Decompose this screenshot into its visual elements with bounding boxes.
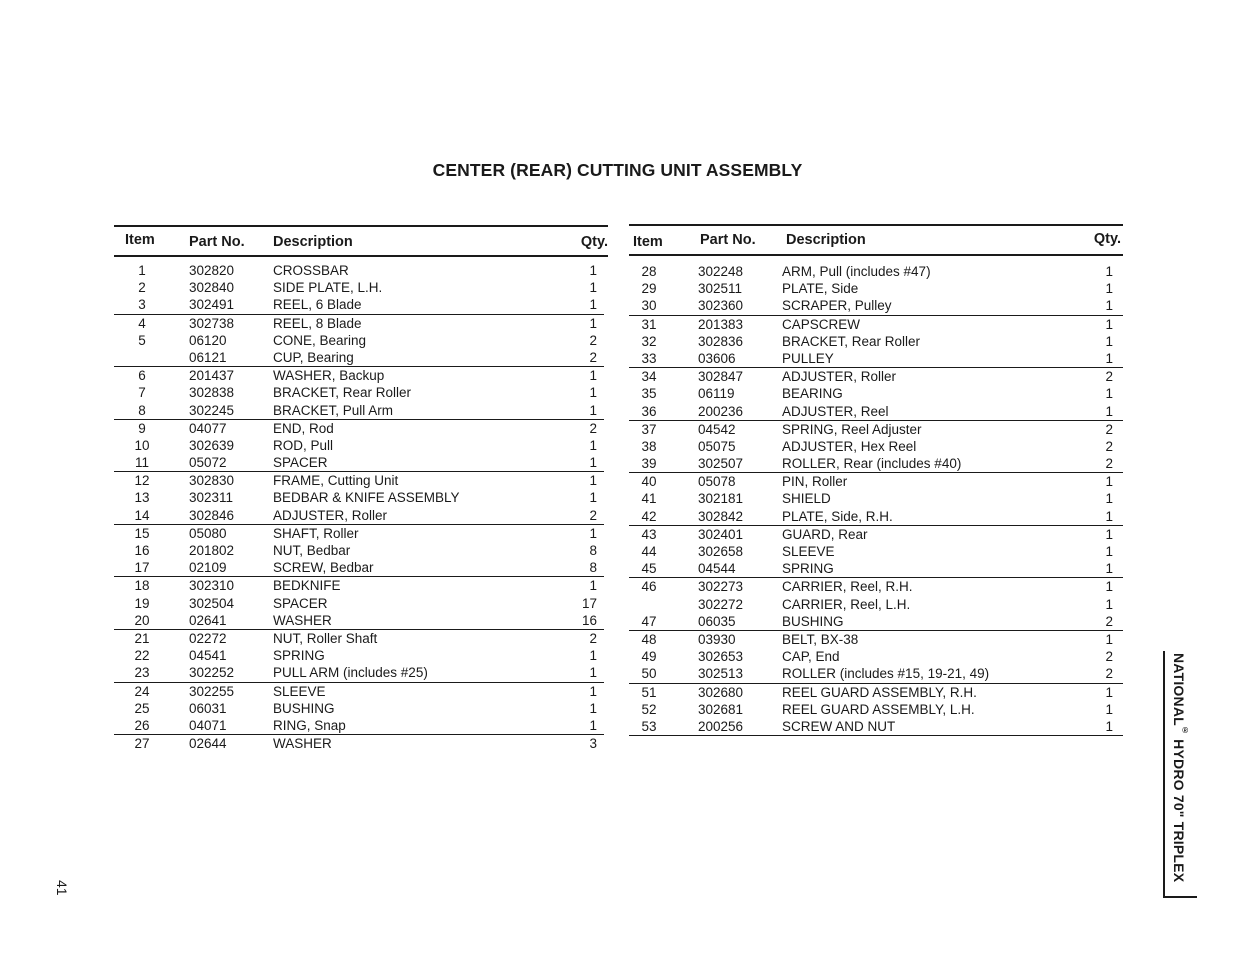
- table-row: [114, 683, 604, 700]
- description: CAP, End: [782, 649, 840, 665]
- description: SLEEVE: [782, 544, 835, 559]
- table-row: [629, 333, 1123, 350]
- table-row: [114, 507, 604, 525]
- table-row: [629, 263, 1123, 280]
- quantity: 1: [1105, 316, 1113, 332]
- item-number: 29: [641, 281, 657, 297]
- description: END, Rod: [273, 420, 334, 436]
- quantity: 8: [589, 543, 597, 558]
- item-number: 44: [641, 544, 657, 559]
- part-number: 302838: [189, 385, 235, 401]
- table-header: [114, 227, 608, 255]
- page-title: CENTER (REAR) CUTTING UNIT ASSEMBLY: [432, 160, 803, 180]
- description: SPRING: [782, 561, 834, 577]
- part-number: 201802: [189, 543, 235, 558]
- item-number: 25: [134, 700, 150, 716]
- part-number: 06031: [189, 700, 227, 716]
- part-number: 04541: [189, 648, 227, 664]
- item-number: 21: [134, 630, 150, 646]
- part-number: 302181: [698, 491, 744, 507]
- item-number: 31: [641, 316, 657, 332]
- quantity: 2: [1105, 613, 1113, 629]
- header-qty: Qty.: [580, 234, 608, 250]
- table-row: [629, 473, 1123, 490]
- header-description: Description: [273, 234, 353, 250]
- item-number: 45: [641, 561, 657, 577]
- description: BRACKET, Pull Arm: [273, 402, 394, 418]
- part-number: 05078: [698, 474, 736, 490]
- quantity: 1: [1105, 631, 1113, 647]
- table-row: [629, 403, 1123, 421]
- part-number: 04077: [189, 420, 227, 436]
- quantity: 1: [1105, 596, 1113, 612]
- item-number: 7: [138, 385, 146, 401]
- part-number: 302491: [189, 297, 235, 313]
- table-row: [114, 525, 604, 542]
- item-number: 17: [134, 560, 150, 576]
- description: CARRIER, Reel, L.H.: [782, 596, 911, 612]
- quantity: 2: [589, 349, 597, 365]
- table-row: [629, 490, 1123, 507]
- quantity: 17: [581, 595, 597, 611]
- table-body: [629, 256, 1123, 736]
- table-row: [629, 280, 1123, 297]
- table-row: [114, 559, 604, 577]
- description: PLATE, Side, R.H.: [782, 508, 893, 524]
- description: ROLLER, Rear (includes #40): [782, 456, 962, 472]
- part-number: 04071: [189, 717, 227, 733]
- table-row: [629, 438, 1123, 455]
- table-row: [114, 717, 604, 735]
- part-number: 302842: [698, 508, 744, 524]
- item-number: 23: [134, 665, 150, 681]
- header-part-no: Part No.: [700, 232, 756, 248]
- quantity: 1: [589, 437, 597, 453]
- description: BRACKET, Rear Roller: [273, 385, 412, 401]
- description: CROSSBAR: [273, 263, 349, 278]
- quantity: 2: [1105, 369, 1113, 385]
- description: SPACER: [273, 455, 328, 471]
- quantity: 2: [1105, 649, 1113, 665]
- description: PLATE, Side: [782, 281, 859, 297]
- table-row: [629, 297, 1123, 315]
- part-number: 302738: [189, 315, 235, 331]
- model-name: HYDRO 70" TRIPLEX: [1171, 735, 1187, 883]
- table-row: [114, 315, 604, 332]
- quantity: 1: [589, 490, 597, 506]
- quantity: 8: [589, 560, 597, 576]
- description: ARM, Pull (includes #47): [782, 264, 931, 279]
- description: BRACKET, Rear Roller: [782, 333, 921, 349]
- table-row: [114, 367, 604, 384]
- description: SCREW, Bedbar: [273, 560, 374, 576]
- part-number: 302830: [189, 473, 235, 489]
- item-number: 50: [641, 666, 657, 682]
- quantity: 1: [1105, 508, 1113, 524]
- quantity: 2: [589, 420, 597, 436]
- table-row: [629, 665, 1123, 683]
- part-number: 06121: [189, 349, 227, 365]
- description: CARRIER, Reel, R.H.: [782, 579, 913, 595]
- table-body: [114, 257, 604, 752]
- description: BUSHING: [273, 700, 335, 716]
- part-number: 302846: [189, 507, 235, 523]
- quantity: 1: [1105, 333, 1113, 349]
- table-row: [114, 332, 604, 349]
- quantity: 1: [1105, 701, 1113, 717]
- page-number: 41: [54, 880, 70, 896]
- item-number: 40: [641, 474, 657, 490]
- quantity: 1: [1105, 298, 1113, 314]
- table-row: [114, 472, 604, 489]
- quantity: 1: [589, 665, 597, 681]
- item-number: 15: [134, 525, 150, 541]
- description: NUT, Bedbar: [273, 543, 351, 558]
- description: SLEEVE: [273, 683, 326, 699]
- part-number: 302272: [698, 596, 744, 612]
- part-number: 302847: [698, 369, 744, 385]
- description: WASHER: [273, 612, 332, 628]
- part-number: 302840: [189, 280, 235, 296]
- quantity: 1: [1105, 403, 1113, 419]
- description: ROD, Pull: [273, 437, 334, 453]
- quantity: 1: [589, 455, 597, 471]
- part-number: 06035: [698, 613, 736, 629]
- registered-mark: ®: [1180, 725, 1190, 736]
- description: REEL GUARD ASSEMBLY, L.H.: [782, 701, 975, 717]
- item-number: 13: [134, 490, 150, 506]
- brand-name: NATIONAL: [1171, 653, 1187, 726]
- table-row: [114, 437, 604, 454]
- part-number: 302252: [189, 665, 235, 681]
- quantity: 2: [1105, 666, 1113, 682]
- item-number: 26: [134, 717, 150, 733]
- item-number: 2: [138, 280, 146, 296]
- description: SIDE PLATE, L.H.: [273, 280, 383, 296]
- quantity: 1: [1105, 526, 1113, 542]
- part-number: 201437: [189, 368, 235, 384]
- description: ADJUSTER, Roller: [782, 369, 897, 385]
- quantity: 1: [589, 473, 597, 489]
- part-number: 302836: [698, 333, 744, 349]
- quantity: 1: [589, 648, 597, 664]
- description: CAPSCREW: [782, 316, 861, 332]
- part-number: 02644: [189, 736, 227, 752]
- item-number: 10: [134, 437, 150, 453]
- part-number: 02272: [189, 630, 227, 646]
- table-row: [629, 385, 1123, 402]
- description: RING, Snap: [273, 717, 346, 733]
- quantity: 1: [1105, 684, 1113, 700]
- item-number: 48: [641, 631, 657, 647]
- part-number: 302820: [189, 263, 235, 278]
- table-row: [629, 560, 1123, 578]
- item-number: 11: [134, 455, 149, 471]
- quantity: 1: [589, 280, 597, 296]
- item-number: 1: [138, 263, 146, 278]
- header-description: Description: [786, 232, 866, 248]
- item-number: 4: [138, 315, 146, 331]
- quantity: 1: [589, 683, 597, 699]
- description: PULLEY: [782, 350, 834, 366]
- item-number: 12: [134, 473, 150, 489]
- quantity: 1: [1105, 491, 1113, 507]
- quantity: 1: [589, 700, 597, 716]
- table-row: [629, 701, 1123, 718]
- description: WASHER, Backup: [273, 368, 385, 384]
- description: REEL, 6 Blade: [273, 297, 362, 313]
- header-item: Item: [633, 234, 663, 250]
- description: BELT, BX-38: [782, 631, 859, 647]
- table-row: [629, 350, 1123, 368]
- table-row: [114, 577, 604, 594]
- table-row: [629, 455, 1123, 473]
- part-number: 02641: [189, 612, 227, 628]
- table-row: [114, 402, 604, 420]
- item-number: 9: [138, 420, 146, 436]
- table-row: [114, 664, 604, 682]
- item-number: 8: [138, 402, 146, 418]
- quantity: 1: [1105, 561, 1113, 577]
- item-number: 3: [138, 297, 146, 313]
- description: WASHER: [273, 736, 332, 752]
- description: SPACER: [273, 595, 328, 611]
- part-number: 302511: [698, 281, 743, 297]
- item-number: 6: [138, 368, 146, 384]
- part-number: 302653: [698, 649, 744, 665]
- part-number: 06120: [189, 332, 227, 348]
- item-number: 5: [138, 332, 146, 348]
- part-number: 302401: [698, 526, 744, 542]
- description: GUARD, Rear: [782, 526, 868, 542]
- description: REEL, 8 Blade: [273, 315, 362, 331]
- part-number: 302507: [698, 456, 744, 472]
- description: BEARING: [782, 386, 843, 402]
- header-item: Item: [125, 232, 155, 248]
- item-number: 16: [134, 543, 150, 558]
- table-row: [114, 349, 604, 367]
- part-number: 302248: [698, 264, 744, 279]
- item-number: 28: [641, 264, 657, 279]
- item-number: 37: [641, 421, 657, 437]
- description: ROLLER (includes #15, 19-21, 49): [782, 666, 990, 682]
- item-number: 14: [134, 507, 150, 523]
- quantity: 1: [589, 297, 597, 313]
- table-row: [114, 612, 604, 630]
- item-number: 43: [641, 526, 657, 542]
- header-part-no: Part No.: [189, 234, 245, 250]
- item-number: 19: [134, 595, 150, 611]
- quantity: 1: [589, 525, 597, 541]
- description: BEDBAR & KNIFE ASSEMBLY: [273, 490, 460, 506]
- part-number: 302273: [698, 579, 744, 595]
- table-row: [114, 735, 604, 752]
- part-number: 03930: [698, 631, 736, 647]
- parts-table-right: [629, 224, 1123, 736]
- part-number: 302360: [698, 298, 744, 314]
- item-number: 49: [641, 649, 657, 665]
- parts-table-left: [114, 225, 608, 752]
- table-row: [114, 296, 604, 314]
- part-number: 302680: [698, 684, 744, 700]
- quantity: 2: [589, 507, 597, 523]
- description: BEDKNIFE: [273, 578, 341, 594]
- part-number: 302513: [698, 666, 744, 682]
- table-row: [629, 508, 1123, 526]
- item-number: 39: [641, 456, 657, 472]
- quantity: 1: [589, 717, 597, 733]
- table-row: [629, 631, 1123, 648]
- quantity: 2: [1105, 456, 1113, 472]
- description: SCRAPER, Pulley: [782, 298, 892, 314]
- item-number: 38: [641, 438, 657, 454]
- item-number: 46: [641, 579, 657, 595]
- table-row: [114, 647, 604, 664]
- part-number: 04544: [698, 561, 736, 577]
- part-number: 302245: [189, 402, 235, 418]
- part-number: 302310: [189, 578, 235, 594]
- item-number: 22: [134, 648, 150, 664]
- quantity: 1: [589, 385, 597, 401]
- part-number: 02109: [189, 560, 227, 576]
- table-row: [629, 316, 1123, 333]
- table-row: [114, 542, 604, 559]
- part-number: 302681: [698, 701, 744, 717]
- header-qty: Qty.: [1093, 231, 1121, 247]
- item-number: 18: [134, 578, 150, 594]
- item-number: 32: [641, 333, 657, 349]
- table-row: [629, 648, 1123, 665]
- part-number: 302311: [189, 490, 234, 506]
- table-row: [114, 279, 604, 296]
- description: CONE, Bearing: [273, 332, 367, 348]
- description: SPRING: [273, 648, 325, 664]
- part-number: 200236: [698, 403, 744, 419]
- table-row: [114, 700, 604, 717]
- quantity: 2: [1105, 421, 1113, 437]
- quantity: 1: [589, 402, 597, 418]
- part-number: 05075: [698, 438, 736, 454]
- side-title: [1163, 651, 1197, 898]
- item-number: 36: [641, 403, 657, 419]
- part-number: 302255: [189, 683, 235, 699]
- table-row: [114, 454, 604, 472]
- part-number: 201383: [698, 316, 744, 332]
- item-number: 27: [134, 736, 150, 752]
- description: FRAME, Cutting Unit: [273, 473, 399, 489]
- table-row: [114, 595, 604, 612]
- quantity: 1: [589, 263, 597, 278]
- description: REEL GUARD ASSEMBLY, R.H.: [782, 684, 977, 700]
- item-number: 51: [641, 684, 657, 700]
- item-number: 47: [641, 613, 657, 629]
- description: ADJUSTER, Roller: [273, 507, 388, 523]
- quantity: 1: [1105, 544, 1113, 559]
- description: CUP, Bearing: [273, 349, 354, 365]
- quantity: 2: [589, 630, 597, 646]
- part-number: 302658: [698, 544, 744, 559]
- table-row: [114, 262, 604, 279]
- description: NUT, Roller Shaft: [273, 630, 378, 646]
- item-number: 35: [641, 386, 657, 402]
- quantity: 1: [589, 315, 597, 331]
- part-number: 03606: [698, 350, 736, 366]
- quantity: 16: [581, 612, 597, 628]
- description: ADJUSTER, Hex Reel: [782, 438, 917, 454]
- item-number: 33: [641, 350, 657, 366]
- quantity: 1: [1105, 281, 1113, 297]
- quantity: 2: [589, 332, 597, 348]
- item-number: 34: [641, 369, 657, 385]
- side-title-text: [1171, 653, 1190, 882]
- table-row: [114, 489, 604, 506]
- table-row: [629, 526, 1123, 543]
- description: BUSHING: [782, 613, 844, 629]
- table-row: [629, 613, 1123, 631]
- table-row: [629, 718, 1123, 736]
- table-row: [629, 368, 1123, 385]
- part-number: 302504: [189, 595, 235, 611]
- part-number: 06119: [698, 386, 735, 402]
- item-number: 42: [641, 508, 657, 524]
- description: SCREW AND NUT: [782, 718, 896, 734]
- item-number: 20: [134, 612, 150, 628]
- table-row: [114, 630, 604, 647]
- table-row: [629, 578, 1123, 595]
- item-number: 53: [641, 718, 657, 734]
- quantity: 1: [1105, 579, 1113, 595]
- quantity: 1: [1105, 386, 1113, 402]
- quantity: 1: [1105, 718, 1113, 734]
- part-number: 05072: [189, 455, 227, 471]
- table-row: [629, 684, 1123, 701]
- table-row: [114, 384, 604, 401]
- part-number: 04542: [698, 421, 736, 437]
- quantity: 1: [1105, 264, 1113, 279]
- part-number: 05080: [189, 525, 227, 541]
- table-row: [114, 420, 604, 437]
- description: SHIELD: [782, 491, 831, 507]
- item-number: 24: [134, 683, 150, 699]
- quantity: 1: [1105, 474, 1113, 490]
- quantity: 1: [589, 368, 597, 384]
- item-number: 30: [641, 298, 657, 314]
- part-number: 200256: [698, 718, 744, 734]
- table-row: [629, 543, 1123, 560]
- description: PULL ARM (includes #25): [273, 665, 428, 681]
- quantity: 1: [589, 578, 597, 594]
- description: SHAFT, Roller: [273, 525, 359, 541]
- table-row: [629, 421, 1123, 438]
- item-number: 41: [641, 491, 657, 507]
- description: PIN, Roller: [782, 474, 848, 490]
- quantity: 1: [1105, 350, 1113, 366]
- item-number: 52: [641, 701, 657, 717]
- part-number: 302639: [189, 437, 235, 453]
- table-row: [629, 596, 1123, 613]
- description: SPRING, Reel Adjuster: [782, 421, 922, 437]
- quantity: 3: [589, 736, 597, 752]
- table-header: [629, 226, 1123, 254]
- description: ADJUSTER, Reel: [782, 403, 889, 419]
- quantity: 2: [1105, 438, 1113, 454]
